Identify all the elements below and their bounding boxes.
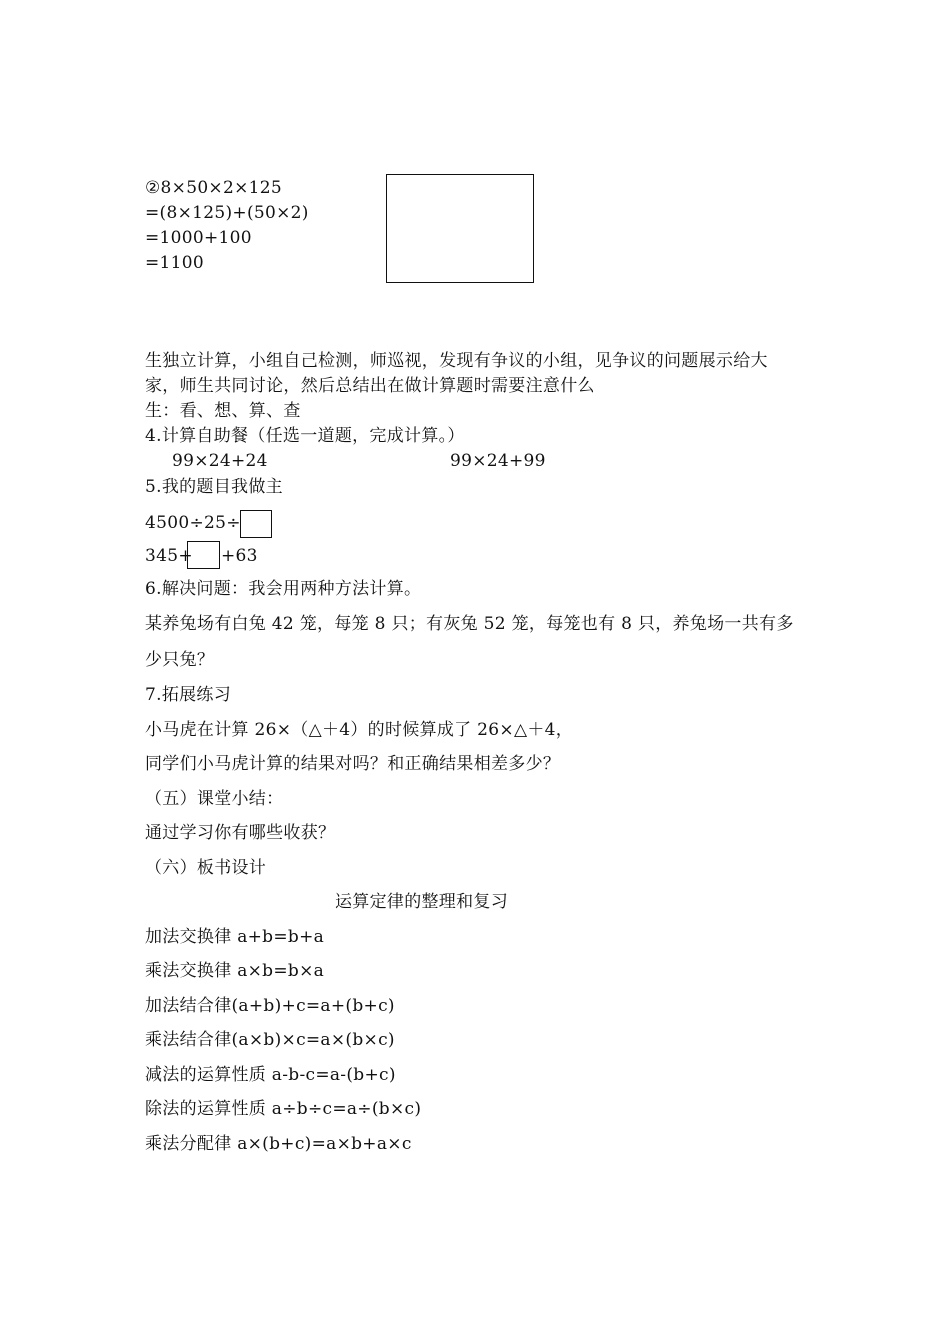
q4-option-a: 99×24+24 [172,451,268,471]
answer-box [386,174,534,283]
law-division-property: 除法的运算性质 a÷b÷c=a÷(b×c) [145,1099,422,1119]
summary-title: （五）课堂小结： [145,789,284,809]
q5-expr1-prefix: 4500÷25÷ [145,513,241,533]
q5-blank-box-2 [187,541,220,569]
process-line-2: 家，师生共同讨论，然后总结出在做计算题时需要注意什么 [145,376,595,396]
q7-title: 7.拓展练习 [145,685,232,705]
q6-line-2: 少只兔？ [145,650,215,670]
law-subtraction-property: 减法的运算性质 a-b-c=a-(b+c) [145,1065,396,1085]
q5-expr2-suffix: +63 [221,546,258,566]
calc-line-4: =1100 [145,253,205,273]
process-line-3: 生：看、想、算、查 [145,401,301,421]
board-heading: 运算定律的整理和复习 [335,892,508,912]
process-line-1: 生独立计算，小组自己检测，师巡视，发现有争议的小组，见争议的问题展示给大 [145,351,768,371]
q5-blank-box-1 [240,510,272,538]
q5-expr2-prefix: 345+ [145,546,193,566]
q6-line-1: 某养兔场有白兔 42 笼，每笼 8 只；有灰兔 52 笼，每笼也有 8 只，养兔场一共有多 [145,614,794,634]
law-mul-commutative: 乘法交换律 a×b=b×a [145,961,325,981]
calc-line-1: ②8×50×2×125 [145,178,282,198]
calc-line-3: =1000+100 [145,228,252,248]
q4-title: 4.计算自助餐（任选一道题，完成计算。） [145,426,465,446]
q7-line-2: 同学们小马虎计算的结果对吗？和正确结果相差多少？ [145,754,561,774]
law-add-commutative: 加法交换律 a+b=b+a [145,927,325,947]
q5-title: 5.我的题目我做主 [145,477,283,497]
q6-title: 6.解决问题：我会用两种方法计算。 [145,579,422,599]
q7-line-1: 小马虎在计算 26×（△＋4）的时候算成了 26×△＋4， [145,720,574,740]
summary-question: 通过学习你有哪些收获？ [145,823,336,843]
q4-option-b: 99×24+99 [450,451,546,471]
board-section-title: （六）板书设计 [145,858,267,878]
law-distributive: 乘法分配律 a×(b+c)=a×b+a×c [145,1134,412,1154]
law-mul-associative: 乘法结合律(a×b)×c=a×(b×c) [145,1030,395,1050]
law-add-associative: 加法结合律(a+b)+c=a+(b+c) [145,996,395,1016]
calc-line-2: =(8×125)+(50×2) [145,203,309,223]
